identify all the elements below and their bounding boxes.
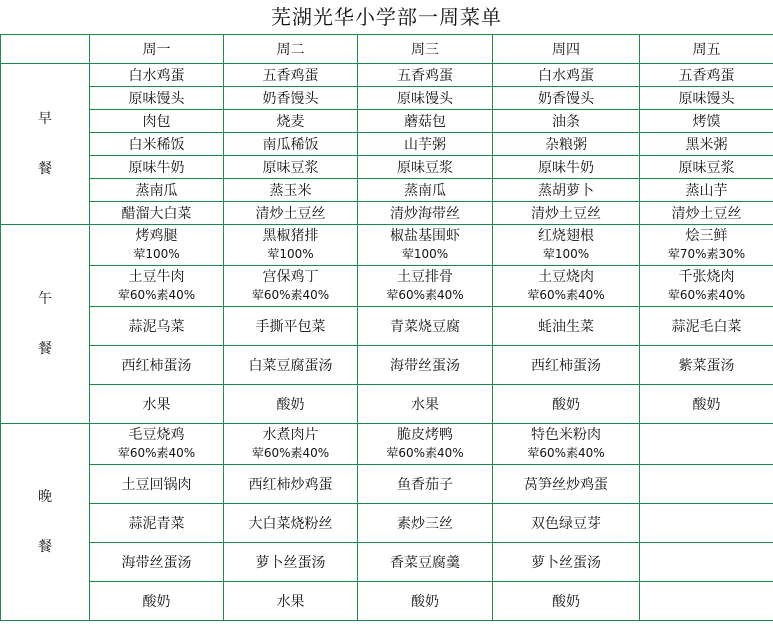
menu-cell (493, 424, 640, 465)
menu-cell: 五香鸡蛋 (640, 64, 773, 87)
menu-cell: 双色绿豆芽 (493, 504, 640, 543)
meat-veg-ratio: 荤60%素40% (117, 446, 196, 460)
dish-name: 黑椒猪排 (262, 228, 319, 244)
menu-cell: 清炒土豆丝 (493, 202, 640, 225)
menu-cell (224, 266, 358, 307)
menu-cell: 水果 (358, 385, 493, 424)
menu-cell: 西红柿蛋汤 (493, 346, 640, 385)
menu-cell: 蒸山芋 (640, 179, 773, 202)
menu-cell: 烤馍 (640, 110, 773, 133)
menu-cell: 油条 (493, 110, 640, 133)
weekly-menu-table (0, 34, 773, 621)
menu-cell: 白菜豆腐蛋汤 (224, 346, 358, 385)
menu-cell: 烧麦 (224, 110, 358, 133)
menu-cell: 水果 (224, 582, 358, 621)
menu-cell: 原味馒头 (90, 87, 224, 110)
menu-cell: 醋溜大白菜 (90, 202, 224, 225)
menu-cell (640, 424, 773, 465)
meal-label-breakfast (1, 64, 90, 225)
dinner_main-row (1, 424, 773, 465)
day-header: 周五 (640, 35, 773, 64)
menu-cell: 蒸南瓜 (90, 179, 224, 202)
breakfast-row (1, 156, 773, 179)
dish-name: 毛豆烧鸡 (128, 427, 185, 443)
dish-name: 土豆烧肉 (538, 269, 594, 285)
menu-cell: 酸奶 (493, 385, 640, 424)
menu-cell: 原味豆浆 (358, 156, 493, 179)
menu-cell: 萝卜丝蛋汤 (224, 543, 358, 582)
menu-cell: 西红柿炒鸡蛋 (224, 465, 358, 504)
meal-char: 餐 (38, 539, 52, 555)
menu-cell: 大白菜烧粉丝 (224, 504, 358, 543)
menu-cell (640, 543, 773, 582)
meat-veg-ratio: 荤60%素40% (251, 288, 330, 302)
meat-veg-ratio: 荤100% (267, 247, 314, 261)
menu-cell: 海带丝蛋汤 (358, 346, 493, 385)
menu-title: 芜湖光华小学部一周菜单 (271, 5, 502, 29)
menu-cell: 水果 (90, 385, 224, 424)
menu-cell: 杂粮粥 (493, 133, 640, 156)
menu-cell (90, 225, 224, 266)
breakfast-row (1, 87, 773, 110)
dinner_rows-row (1, 465, 773, 504)
day-header: 周三 (358, 35, 493, 64)
menu-cell: 蒜泥毛白菜 (640, 307, 773, 346)
menu-cell: 清炒土豆丝 (640, 202, 773, 225)
dinner_rows-row (1, 504, 773, 543)
menu-cell: 蒜泥青菜 (90, 504, 224, 543)
menu-cell (640, 582, 773, 621)
day-header: 周二 (224, 35, 358, 64)
menu-cell: 原味馒头 (640, 87, 773, 110)
dish-name: 烤鸡腿 (135, 228, 178, 244)
dish-name: 脆皮烤鸭 (397, 427, 453, 443)
breakfast-row (1, 179, 773, 202)
menu-cell: 清炒海带丝 (358, 202, 493, 225)
lunch_side-row (1, 266, 773, 307)
menu-cell: 土豆回锅肉 (90, 465, 224, 504)
menu-cell (640, 266, 773, 307)
meal-char: 餐 (38, 161, 52, 177)
menu-cell: 奶香馒头 (224, 87, 358, 110)
breakfast-row (1, 202, 773, 225)
menu-cell: 紫菜蛋汤 (640, 346, 773, 385)
meal-label-dinner (1, 424, 90, 621)
corner-cell (1, 35, 90, 64)
menu-cell: 五香鸡蛋 (224, 64, 358, 87)
menu-cell: 原味牛奶 (493, 156, 640, 179)
menu-cell: 原味牛奶 (90, 156, 224, 179)
menu-cell: 萝卜丝蛋汤 (493, 543, 640, 582)
menu-cell (358, 225, 493, 266)
menu-cell: 五香鸡蛋 (358, 64, 493, 87)
menu-cell (90, 266, 224, 307)
day-header: 周四 (493, 35, 640, 64)
menu-cell: 蚝油生菜 (493, 307, 640, 346)
lunch_rows-row (1, 307, 773, 346)
menu-cell (640, 225, 773, 266)
meat-veg-ratio: 荤60%素40% (251, 446, 330, 460)
meal-char: 餐 (38, 341, 52, 357)
menu-cell: 黑米粥 (640, 133, 773, 156)
menu-cell: 蒸南瓜 (358, 179, 493, 202)
menu-cell: 酸奶 (90, 582, 224, 621)
meat-veg-ratio: 荤60%素40% (117, 288, 196, 302)
menu-cell (640, 465, 773, 504)
day-header: 周一 (90, 35, 224, 64)
menu-cell (90, 424, 224, 465)
menu-cell: 蘑菇包 (358, 110, 493, 133)
lunch_rows-row (1, 346, 773, 385)
meat-veg-ratio: 荤100% (133, 247, 180, 261)
menu-cell: 清炒土豆丝 (224, 202, 358, 225)
dish-name: 烩三鲜 (685, 228, 728, 244)
menu-cell: 山芋粥 (358, 133, 493, 156)
meat-veg-ratio: 荤60%素40% (527, 288, 605, 302)
lunch_rows-row (1, 385, 773, 424)
dish-name: 特色米粉肉 (531, 427, 601, 443)
menu-cell (358, 424, 493, 465)
dinner_rows-row (1, 543, 773, 582)
dish-name: 土豆排骨 (397, 269, 453, 285)
menu-cell: 白米稀饭 (90, 133, 224, 156)
menu-cell: 原味豆浆 (224, 156, 358, 179)
lunch_main-row (1, 225, 773, 266)
menu-cell: 素炒三丝 (358, 504, 493, 543)
menu-cell (358, 266, 493, 307)
menu-cell: 南瓜稀饭 (224, 133, 358, 156)
dish-name: 水煮肉片 (262, 427, 319, 443)
meat-veg-ratio: 荤60%素40% (527, 446, 605, 460)
menu-cell: 青菜烧豆腐 (358, 307, 493, 346)
dish-name: 椒盐基围虾 (390, 228, 460, 244)
header-row (1, 35, 773, 64)
menu-cell: 西红柿蛋汤 (90, 346, 224, 385)
menu-cell (224, 424, 358, 465)
menu-cell: 蒸玉米 (224, 179, 358, 202)
meal-char: 午 (38, 291, 52, 307)
menu-cell: 肉包 (90, 110, 224, 133)
menu-cell: 酸奶 (224, 385, 358, 424)
meal-label-lunch (1, 225, 90, 424)
menu-cell: 莴笋丝炒鸡蛋 (493, 465, 640, 504)
dish-name: 千张烧肉 (678, 269, 735, 285)
menu-cell: 酸奶 (358, 582, 493, 621)
menu-cell: 香菜豆腐羹 (358, 543, 493, 582)
menu-cell: 奶香馒头 (493, 87, 640, 110)
meat-veg-ratio: 荤60%素40% (386, 288, 464, 302)
menu-cell (493, 225, 640, 266)
breakfast-row (1, 133, 773, 156)
menu-cell: 手撕平包菜 (224, 307, 358, 346)
meat-veg-ratio: 荤100% (542, 247, 590, 261)
menu-cell: 酸奶 (493, 582, 640, 621)
menu-cell (493, 266, 640, 307)
menu-cell: 蒜泥乌菜 (90, 307, 224, 346)
menu-cell: 鱼香茄子 (358, 465, 493, 504)
menu-cell: 白水鸡蛋 (493, 64, 640, 87)
menu-cell (224, 225, 358, 266)
menu-cell: 酸奶 (640, 385, 773, 424)
dish-name: 土豆牛肉 (128, 269, 185, 285)
menu-cell: 白水鸡蛋 (90, 64, 224, 87)
meat-veg-ratio: 荤60%素40% (667, 288, 746, 302)
dish-name: 宫保鸡丁 (262, 269, 319, 285)
meal-char: 早 (38, 111, 52, 127)
meat-veg-ratio: 荤60%素40% (386, 446, 464, 460)
dish-name: 红烧翅根 (538, 228, 594, 244)
menu-cell (640, 504, 773, 543)
meat-veg-ratio: 荤100% (401, 247, 449, 261)
breakfast-row (1, 64, 773, 87)
meat-veg-ratio: 荤70%素30% (667, 247, 746, 261)
menu-cell: 蒸胡萝卜 (493, 179, 640, 202)
dinner_rows-row (1, 582, 773, 621)
menu-cell: 原味馒头 (358, 87, 493, 110)
meal-char: 晚 (38, 489, 52, 505)
breakfast-row (1, 110, 773, 133)
menu-cell: 原味豆浆 (640, 156, 773, 179)
menu-cell: 海带丝蛋汤 (90, 543, 224, 582)
